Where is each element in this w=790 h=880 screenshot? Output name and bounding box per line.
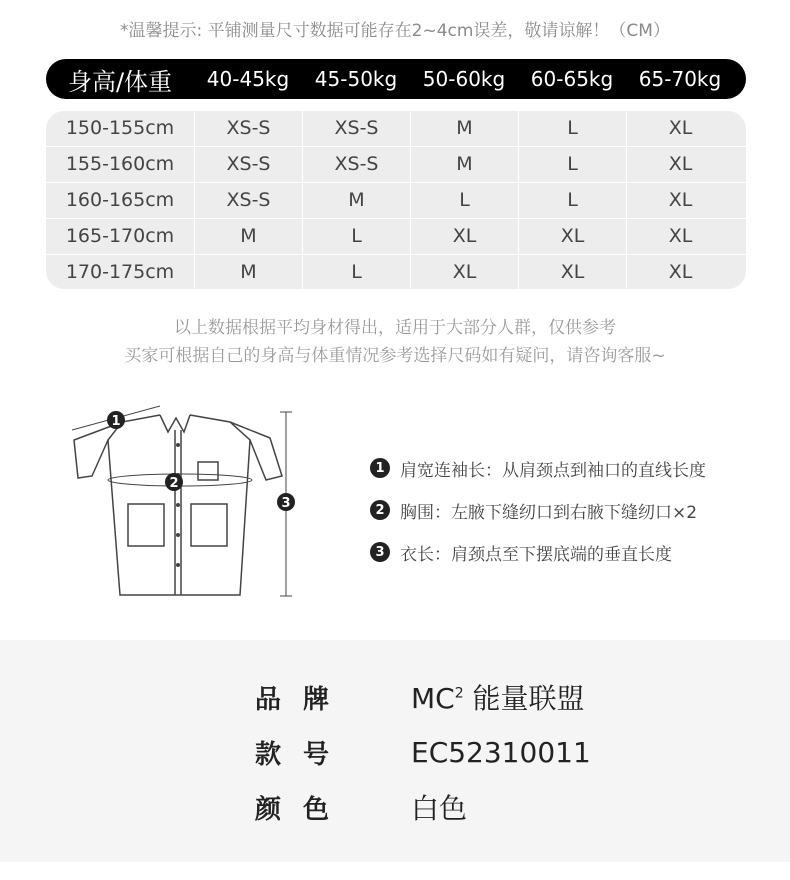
product-info-panel: [0, 640, 790, 862]
number-1-icon: 1: [370, 458, 390, 478]
legend-text: 衣长：肩颈点至下摆底端的垂直长度: [400, 544, 672, 565]
size-cell: XL: [519, 219, 627, 254]
size-cell: XL: [411, 219, 519, 254]
note-line-1: 以上数据根据平均身材得出，适用于大部分人群，仅供参考: [174, 318, 616, 338]
size-cell: M: [411, 147, 519, 182]
size-cell: L: [303, 219, 411, 254]
mark-2-icon: [165, 473, 183, 491]
svg-text:2: 2: [169, 476, 179, 491]
size-cell: L: [411, 183, 519, 218]
legend-item: [370, 489, 706, 531]
size-cell: XL: [668, 261, 693, 283]
model-value: EC52310011: [411, 735, 591, 769]
legend-item: [370, 531, 706, 573]
measurement-notice: *温馨提示: 平铺测量尺寸数据可能存在2~4cm误差，敬请谅解！（CM）: [120, 21, 670, 41]
header-weight-2: 45-50kg: [314, 67, 398, 91]
legend-item: [370, 447, 706, 489]
size-cell: L: [303, 255, 411, 289]
table-row: [46, 183, 746, 219]
color-value: 白色: [411, 792, 468, 825]
mark-3-icon: [277, 493, 295, 511]
header-height-weight: 身高/体重: [67, 67, 173, 96]
header-weight-4: 60-65kg: [530, 67, 614, 91]
size-cell: XL: [668, 117, 693, 139]
note-line-2: 买家可根据自己的身高与体重情况参考选择尺码如有疑问，请咨询客服~: [124, 346, 666, 366]
measurement-legend: [370, 447, 706, 573]
legend-text: 胸围：左腋下缝纫口到右腋下缝纫口×2: [400, 502, 698, 523]
size-cell: M: [195, 219, 303, 254]
size-cell: XL: [668, 225, 693, 247]
header-weight-1: 40-45kg: [206, 67, 290, 91]
size-table-header: [46, 59, 746, 99]
table-row: [46, 219, 746, 255]
number-3-icon: 3: [370, 542, 390, 562]
size-cell: XS-S: [195, 111, 303, 146]
size-cell: XS-S: [303, 147, 411, 182]
size-cell: XS-S: [303, 111, 411, 146]
height-cell: 170-175cm: [46, 255, 195, 289]
garment-diagram: [60, 400, 310, 605]
model-row: [255, 727, 591, 777]
table-row: [46, 147, 746, 183]
size-cell: L: [519, 111, 627, 146]
height-cell: 165-170cm: [46, 219, 195, 254]
coat-illustration: [60, 400, 310, 605]
svg-text:1: 1: [111, 414, 121, 429]
mark-1-icon: [107, 411, 125, 429]
color-row: [255, 782, 467, 832]
model-label: 款号: [255, 739, 352, 770]
size-cell: XL: [668, 189, 693, 211]
size-cell: L: [519, 147, 627, 182]
brand-row: [255, 672, 585, 722]
height-cell: 155-160cm: [46, 147, 195, 182]
header-weight-5: 65-70kg: [638, 67, 722, 91]
size-cell: L: [519, 183, 627, 218]
size-cell: XS-S: [195, 147, 303, 182]
height-cell: 150-155cm: [46, 111, 195, 146]
size-notes: [0, 314, 790, 370]
size-cell: XL: [668, 153, 693, 175]
brand-value: $MC^2$ 能量联盟: [411, 682, 585, 715]
svg-text:3: 3: [281, 496, 291, 511]
size-cell: XS-S: [195, 183, 303, 218]
size-cell: M: [303, 183, 411, 218]
size-table: [46, 111, 746, 289]
number-2-icon: 2: [370, 500, 390, 520]
color-label: 颜色: [255, 794, 352, 825]
legend-text: 肩宽连袖长：从肩颈点到袖口的直线长度: [400, 460, 706, 481]
table-row: [46, 255, 746, 289]
table-row: [46, 111, 746, 147]
size-cell: M: [195, 255, 303, 289]
size-cell: XL: [519, 255, 627, 289]
size-cell: XL: [411, 255, 519, 289]
height-cell: 160-165cm: [46, 183, 195, 218]
header-weight-3: 50-60kg: [422, 67, 506, 91]
brand-label: 品牌: [255, 684, 352, 715]
size-cell: M: [411, 111, 519, 146]
